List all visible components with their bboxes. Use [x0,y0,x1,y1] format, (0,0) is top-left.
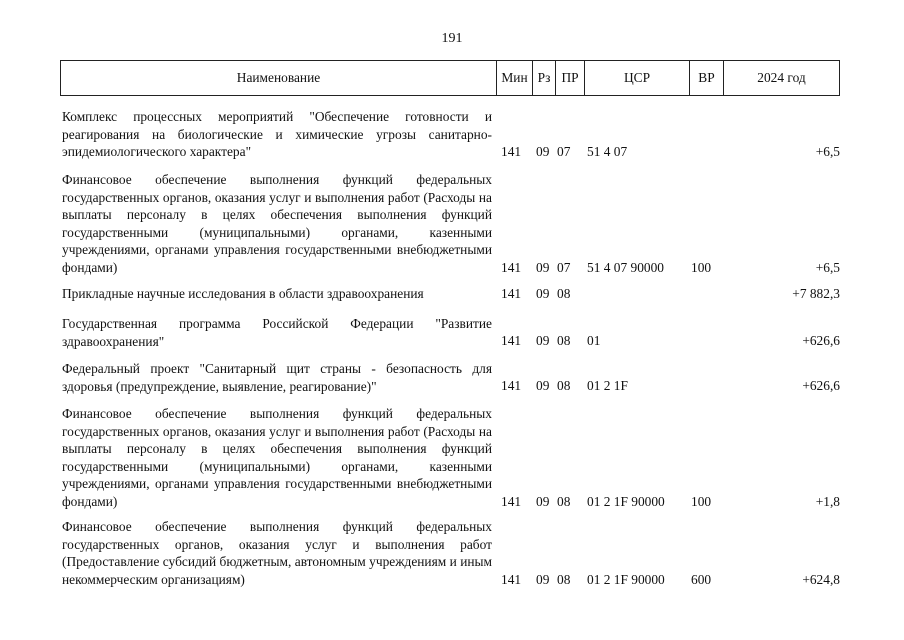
row-min: 141 [501,494,522,510]
row-pr: 08 [557,572,571,588]
row-name: Финансовое обеспечение выполнения функций федеральных государственных органов, оказания услуг и выполнения работ (Расходы на выплаты персоналу в целях обеспечения выполнения функций государственными (муниципальными) органами, казенными учреждениями, органами управления государственными внебюджетными фондами) [62,172,492,275]
row-pr: 08 [557,333,571,349]
row-sum: +624,8 [802,572,840,588]
table-row [0,108,904,161]
row-name: Финансовое обеспечение выполнения функций федеральных государственных органов, оказания услуг и выполнения работ (Предоставление субсидий бюджетным, автономным учреждениям и иным некоммерческим организациям) [62,519,492,587]
row-rz: 09 [536,286,550,302]
row-min: 141 [501,333,522,349]
row-csr: 01 2 1F 90000 [587,494,665,510]
table-row [0,285,904,303]
row-vr: 100 [691,494,712,510]
row-sum: +7 882,3 [792,286,840,302]
row-sum: +626,6 [802,333,840,349]
row-min: 141 [501,286,522,302]
table-row [0,315,904,350]
page-number: 191 [441,31,463,46]
row-vr: 100 [691,260,712,276]
row-rz: 09 [536,333,550,349]
row-name: Прикладные научные исследования в области здравоохранения [62,286,424,301]
row-csr: 01 2 1F 90000 [587,572,665,588]
table-row [0,360,904,395]
row-rz: 09 [536,260,550,276]
row-rz: 09 [536,378,550,394]
row-sum: +6,5 [815,144,840,160]
row-pr: 07 [557,260,571,276]
table-row [0,405,904,511]
table-row [0,171,904,277]
column-header-year: 2024 год [757,70,806,85]
row-sum: +6,5 [815,260,840,276]
row-csr: 01 2 1F [587,378,628,394]
row-sum: +1,8 [815,494,840,510]
row-csr: 51 4 07 [587,144,628,160]
row-pr: 08 [557,494,571,510]
row-name: Государственная программа Российской Федерации "Развитие здравоохранения" [62,316,492,349]
row-name: Федеральный проект "Санитарный щит страны - безопасность для здоровья (предупреждение, выявление, реагирование)" [62,361,492,394]
row-min: 141 [501,144,522,160]
column-header-min: Мин [497,61,533,95]
row-name: Финансовое обеспечение выполнения функций федеральных государственных органов, оказания услуг и выполнения работ (Расходы на выплаты персоналу в целях обеспечения выполнения функций государственными (муниципальными) органами, казенными учреждениями, органами управления государственными внебюджетными фондами) [62,406,492,509]
row-min: 141 [501,378,522,394]
table-header [60,60,840,96]
row-name: Комплекс процессных мероприятий "Обеспечение готовности и реагирования на биологические и химические угрозы санитарно-эпидемиологического характера" [62,109,492,160]
row-sum: +626,6 [802,378,840,394]
column-header-vr: ВР [690,61,724,95]
row-min: 141 [501,572,522,588]
row-rz: 09 [536,144,550,160]
row-csr: 01 [587,333,601,349]
column-header-csr: ЦСР [585,61,690,95]
column-header-pr: ПР [556,61,585,95]
column-header-name: Наименование [61,61,497,95]
row-rz: 09 [536,494,550,510]
row-rz: 09 [536,572,550,588]
row-pr: 08 [557,286,571,302]
column-header-rz: Рз [533,61,556,95]
row-csr: 51 4 07 90000 [587,260,664,276]
table-row [0,518,904,589]
row-pr: 07 [557,144,571,160]
row-min: 141 [501,260,522,276]
row-pr: 08 [557,378,571,394]
row-vr: 600 [691,572,712,588]
